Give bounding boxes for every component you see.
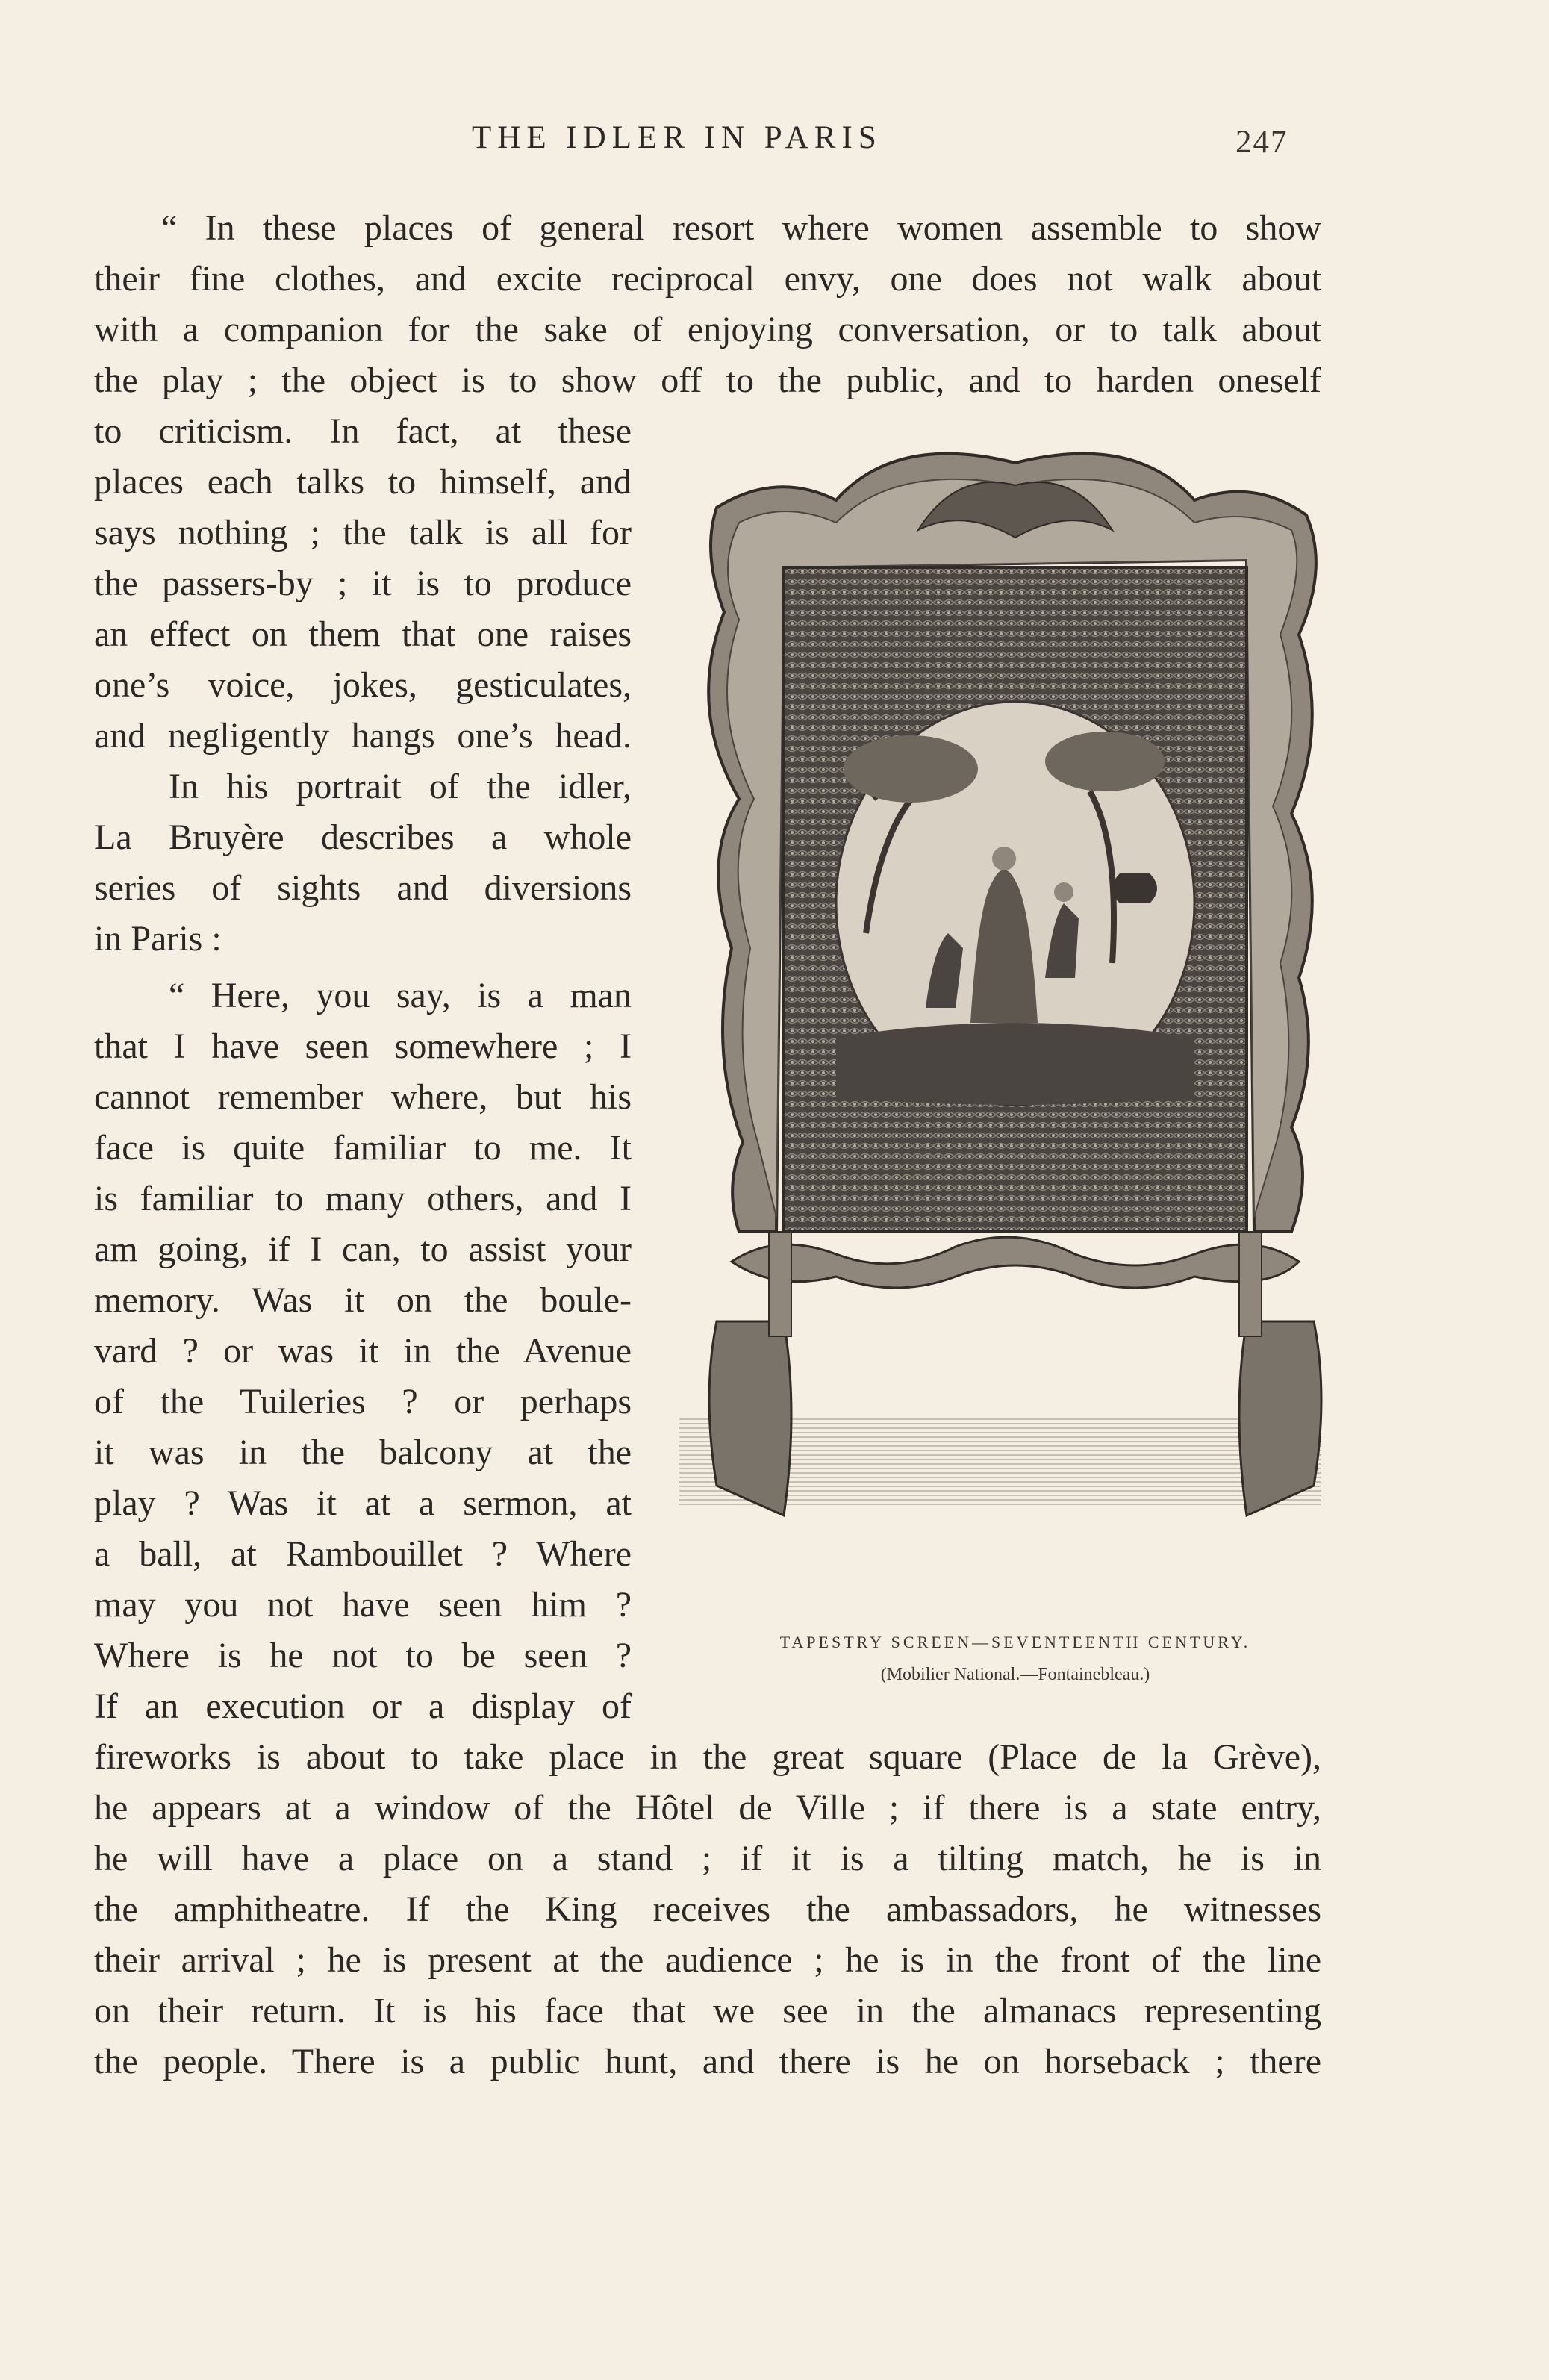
tapestry-panel (784, 567, 1247, 1232)
tapestry-screen-illustration (672, 440, 1359, 1613)
running-head (0, 119, 1549, 164)
text-line: If an execution or a display of (94, 1686, 632, 1726)
text-line: and negligently hangs one’s head. (94, 716, 632, 756)
text-line: the amphitheatre. If the King receives the ambassadors, he witnesses (94, 1890, 1321, 1929)
text-line: one’s voice, jokes, gesticulates, (94, 665, 632, 705)
text-line: In his portrait of the idler, (169, 767, 632, 806)
text-line: face is quite familiar to me. It (94, 1128, 632, 1168)
text-line: play ? Was it at a sermon, at (94, 1483, 632, 1523)
page-number: 247 (1235, 125, 1288, 160)
figure-credit: (Mobilier National.—Fontainebleau.) (880, 1665, 1150, 1684)
text-line: it was in the balcony at the (94, 1433, 632, 1472)
text-line: is familiar to many others, and I (94, 1179, 632, 1218)
text-line: he appears at a window of the Hôtel de Ville ; if there is a state entry, (94, 1788, 1321, 1828)
text-line: says nothing ; the talk is all for (94, 513, 632, 552)
text-line: to criticism. In fact, at these (94, 411, 632, 451)
text-line: an effect on them that one raises (94, 614, 632, 654)
text-line: fireworks is about to take place in the great square (Place de la Grève), (94, 1737, 1321, 1777)
text-line: he will have a place on a stand ; if it is a tilting match, he is in (94, 1839, 1321, 1878)
text-line: series of sights and diversions (94, 868, 632, 908)
text-line: Where is he not to be seen ? (94, 1636, 632, 1675)
text-line: in Paris : (94, 919, 222, 959)
running-title: THE IDLER IN PARIS (472, 120, 882, 155)
figure-caption: TAPESTRY SCREEN—SEVENTEENTH CENTURY. (779, 1633, 1251, 1651)
text-line: a ball, at Rambouillet ? Where (94, 1534, 632, 1574)
text-line: “ Here, you say, is a man (169, 976, 632, 1015)
text-line: that I have seen somewhere ; I (94, 1027, 632, 1066)
text-line: vard ? or was it in the Avenue (94, 1331, 632, 1371)
text-line: places each talks to himself, and (94, 462, 632, 502)
text-line: the people. There is a public hunt, and there is he on horseback ; there (94, 2042, 1321, 2081)
text-line: cannot remember where, but his (94, 1077, 632, 1117)
text-line: the play ; the object is to show off to the public, and to harden oneself (94, 361, 1321, 400)
text-line: “ In these places of general resort where women assemble to show (161, 208, 1321, 248)
text-line: may you not have seen him ? (94, 1585, 632, 1624)
text-line: the passers-by ; it is to produce (94, 564, 632, 603)
text-line: on their return. It is his face that we see in the almanacs representing (94, 1991, 1321, 2031)
text-line: am going, if I can, to assist your (94, 1230, 632, 1269)
text-line: memory. Was it on the boule- (94, 1280, 632, 1320)
figure (672, 440, 1359, 1684)
text-line: La Bruyère describes a whole (94, 817, 632, 857)
stretcher-bar (732, 1237, 1299, 1288)
text-line: their fine clothes, and excite reciprocal envy, one does not walk about (94, 259, 1321, 299)
text-line: with a companion for the sake of enjoying conversation, or to talk about (94, 310, 1321, 349)
text-line: of the Tuileries ? or perhaps (94, 1382, 632, 1421)
text-line: their arrival ; he is present at the audience ; he is in the front of the line (94, 1940, 1321, 1980)
